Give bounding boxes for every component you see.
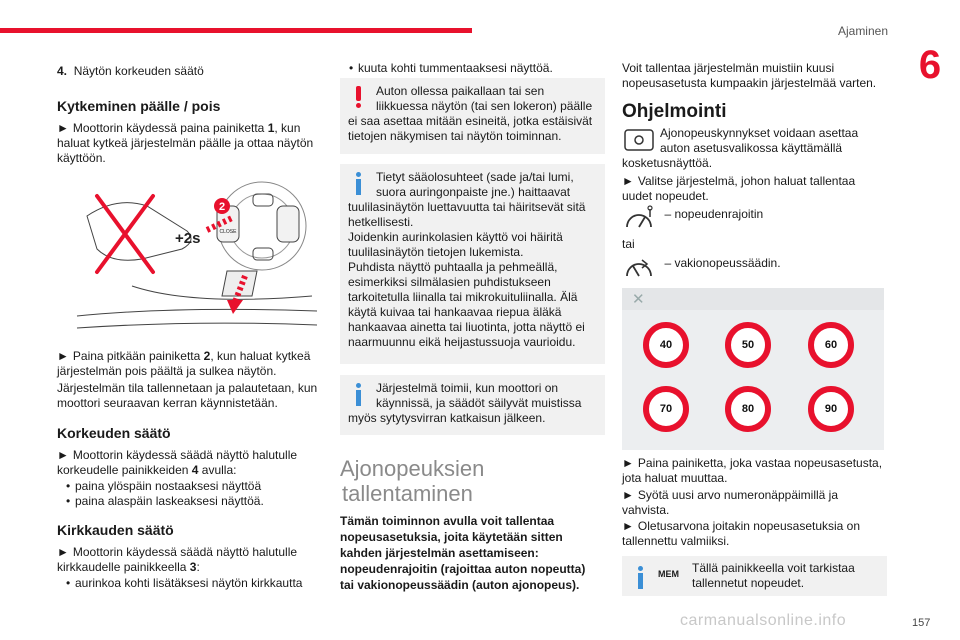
speed-button-70[interactable]: 70 [643, 386, 689, 432]
programming-step-1: ► Valitse järjestelmä, johon haluat tallentaa uudet nopeudet. [622, 174, 856, 203]
item-4: 4. Näytön korkeuden säätö [57, 64, 204, 78]
callout-2: 2 [218, 201, 226, 213]
step-change-speed: ► Paina painiketta, joka vastaa nopeusasetusta, jota haluat muuttaa. [622, 456, 883, 485]
on-off-note: Järjestelmän tila tallennetaan ja palautetaan, kun moottori seuraavan kerran käynnistetään. [57, 381, 318, 410]
chapter-title: Ajaminen [837, 24, 888, 38]
on-off-step-2: ► Paina pitkään painiketta 2, kun haluat kytkeä järjestelmän pois päältä ja sulkea näytön. [57, 349, 311, 378]
section-intro: Tämän toiminnon avulla voit tallentaa nopeusasetuksia, joita käytetään sitten kahden järjestelmän asettamiseen: nopeudenrajoitin (rajoittaa auton nopeutta) tai vakionopeussäädin (auton ajonopeus). [340, 514, 586, 592]
screen-header [622, 288, 884, 310]
step-defaults: ► Oletusarvona joitakin nopeusasetuksia on tallennettu valmiiksi. [622, 519, 861, 548]
mem-info-note: MEM Tällä painikkeella voit tarkistaa tallennetut nopeudet. [622, 556, 887, 596]
speed-button-80[interactable]: 80 [725, 386, 771, 432]
info-icon [630, 564, 652, 590]
heading-height: Korkeuden säätö [57, 425, 171, 441]
settings-screen-icon [622, 126, 656, 154]
height-bullet-2: • paina alaspäin laskeaksesi näyttöä. [63, 494, 322, 509]
brightness-bullet-1: • aurinkoa kohti lisätäksesi näytön kirkkautta [63, 576, 322, 591]
warning-icon [348, 84, 370, 110]
info-icon [348, 381, 370, 407]
speed-button-50[interactable]: 50 [725, 322, 771, 368]
watermark: carmanualsonline.info [680, 612, 847, 629]
programming-text: Ajonopeuskynnykset voidaan asettaa auton asetusvalikossa käyttämällä kosketusnäyttöä. [622, 126, 859, 170]
speed-button-40[interactable]: 40 [643, 322, 689, 368]
memory-intro: Voit tallentaa järjestelmän muistiin kuusi nopeusasetusta kumpaakin järjestelmää varten. [622, 61, 877, 90]
speed-settings-screen [622, 288, 884, 450]
long-press-label: +2s [175, 230, 201, 247]
info-note-2: Järjestelmä toimii, kun moottori on käynnissä, ja säädöt säilyvät muistissa myös sytytysvirran katkaisun jälkeen. [340, 375, 605, 435]
header-accent-bar [0, 28, 472, 33]
chapter-number: 6 [918, 43, 942, 87]
info-note-1: Tietyt sääolosuhteet (sade ja/tai lumi, suora auringonpaiste jne.) haittaavat tuulilasinäytön luettavuutta tai häiritsevät sitä hetkellisesti. Joidenkin aurinkolasien käyttö voi häiritä tuulilasinäytön tietojen lukemista. Puhdista näyttö puhtaalla ja pehmeällä, esimerkiksi silmälasien puhdistukseen tarkoitetulla liinalla tai mikrokuituliinalla. Älä käytä kuivaa tai hankaavaa riepua äläkä hankaavaa ainetta tai liuotinta, jotta näyttö ei naarmuunnu eikä heijastussuoja vaurioidu. [340, 164, 605, 364]
height-bullet-1: • paina ylöspäin nostaaksesi näyttöä [63, 479, 322, 494]
heading-on-off: Kytkeminen päälle / pois [57, 98, 221, 114]
mem-button-label: MEM [658, 569, 679, 579]
info-icon [348, 170, 370, 196]
or-text: tai [622, 237, 635, 251]
heading-brightness: Kirkkauden säätö [57, 522, 174, 538]
heading-programming: Ohjelmointi [622, 101, 727, 122]
speed-limiter-icon [622, 205, 656, 233]
close-icon[interactable]: ✕ [632, 291, 645, 308]
on-off-step-1: ► Moottorin käydessä paina painiketta 1, kun haluat kytkeä järjestelmän päälle ja ottaa näytön käyttöön. [57, 121, 314, 165]
close-label: CLOSE [219, 229, 237, 235]
speed-limiter-option: – nopeudenrajoitin [622, 205, 887, 235]
brightness-bullet-2: • kuuta kohti tummentaaksesi näyttöä. [346, 61, 605, 76]
cruise-control-option: – vakionopeussäädin. [622, 254, 887, 284]
step-enter-value: ► Syötä uusi arvo numeronäppäimillä ja vahvista. [622, 488, 838, 517]
height-step: ► Moottorin käydessä säädä näyttö halutulle korkeudelle painikkeiden 4 avulla: [57, 448, 298, 477]
page-number: 157 [912, 617, 931, 629]
hud-buttons-illustration [57, 176, 322, 342]
warning-note: Auton ollessa paikallaan tai sen liikkuessa näytön (tai sen lokeron) päälle ei saa asettaa mitään esineitä, jotka estäisivät tietojen näkymisen tai näytön toiminnan. [340, 78, 605, 154]
section-title: Ajonopeuksien tallentaminen [340, 456, 485, 506]
speed-button-60[interactable]: 60 [808, 322, 854, 368]
speed-button-90[interactable]: 90 [808, 386, 854, 432]
cruise-control-icon [622, 254, 656, 282]
brightness-step: ► Moottorin käydessä säädä näyttö halutulle kirkkaudelle painikkeella 3: [57, 545, 298, 574]
